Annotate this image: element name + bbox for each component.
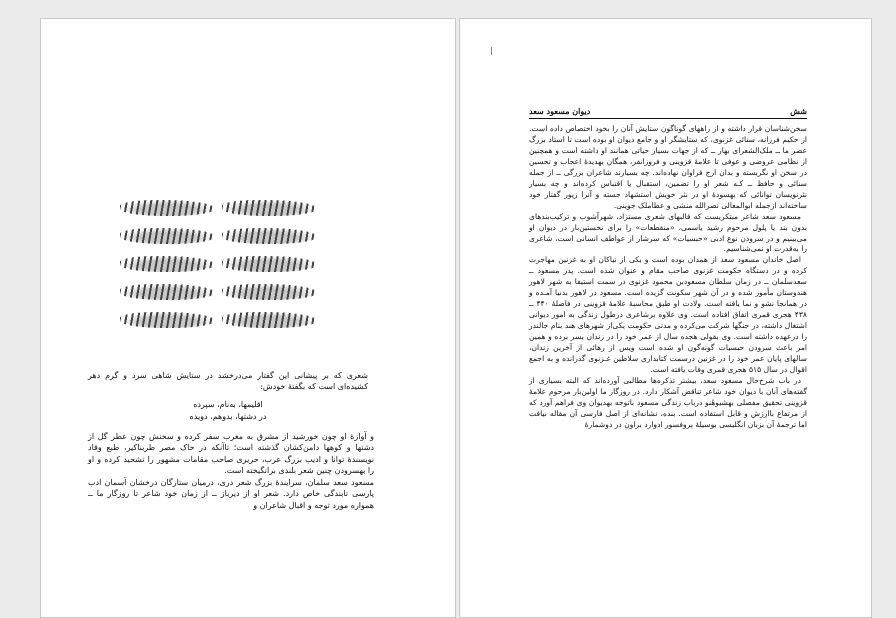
body-paragraph: و آوازهٔ او چون خورشید از مشرق به مغرب سفر کرده و سخنش چون عطر گل از دشتها و کوهها دامن‌کشان گذشته است؛ تاآنکه در خاک مصر طربناکیر، طبع وقاد نویسندهٔ توانا و ادیب بزرگ عرب، حریری صاحب مقامات مشهور را تشحید کرده و او را بهسرودن چنین شعر بلندی برانگیخته است. bbox=[88, 432, 374, 475]
left-body bbox=[88, 431, 374, 512]
body-paragraph: مسعود سعد شاعر مبتکریست که قالبهای شعری مستزاد، شهرآشوب و ترکیب‌بندهای بدون بند یا پلول مرحوم رشید یاسمی، «منقطعات» را برای نخستین‌بار در دیوان او می‌بینیم و در سرودن نوع ادبی «حبسیات» که سرشار از عواطف انسانی است، شاعری را به‌قدرت او نمی‌شناسیم. bbox=[529, 211, 807, 254]
calligraphy-line bbox=[222, 200, 317, 216]
calligraphy-image bbox=[120, 200, 320, 350]
body-paragraph: مسعود سعد سلمان، سرایندهٔ بزرگ شعر دری، درمیان ستارگان درخشان آسمان ادب پارسی تابندگی خاص دارد. شعر او از دیرباز ــ از زمان خود شاعر تا روزگار ما ــ همواره مورد توجه و اقبال شاعران و bbox=[88, 478, 374, 510]
body-paragraph: سخن‌شناسان قرار داشته و از راههای گوناگون ستایش آنان را بخود اختصاص داده است. از حکیم فرزانه، سنائی غزنوی، که ستایشگر او و جامع دیوان او بوده است تا استاد بزرگ عصر ما ــ ملک‌الشعرای بهار ــ که از جهات بسیار حیاتی همانند او داشته است و همچنین از نظامی عروضی و عوفی تا علامهٔ قزوینی و فروزانفر، همگان بهدیدهٔ اعجاب و تحسین در سخن او نگریسته و بدان ارج فراوان نهاده‌اند. چه بسیارند شاعران بزرگی ــ از جمله سنائی و حافظ ــ کـه شعر او را تضمین، استقبال یا اقتباس کرده‌اند و چه بسیار نثرنویسان توانائی که بهسودهٔ او در نثر خویش استشهاد جسته و آنرا زیور گفتار خود ساخته‌اند ازجمله ابوالمعالی نصرالله منشی و عطاملک جوینی. bbox=[529, 124, 807, 210]
verse-line: در دشتها، بدوهم، دویده bbox=[189, 411, 267, 421]
verse-line: اقلیمها، به‌نام، سپرده bbox=[193, 399, 263, 409]
calligraphy-line bbox=[120, 284, 215, 300]
page-header bbox=[529, 104, 807, 119]
calligraphy-column-right bbox=[222, 200, 317, 340]
calligraphy-line bbox=[120, 312, 215, 328]
verse bbox=[88, 399, 368, 423]
calligraphy-line bbox=[222, 312, 317, 328]
calligraphy-line bbox=[120, 228, 215, 244]
body-paragraph: در باب شرح‌حال مسعود سعد، بیشتر تذکره‌ها مطالبی آورده‌اند که البته بسیاری از گفته‌های آنان با دیوان خود شاعر تناقض آشکار دارد. در روزگار ما اولین‌بار مرحوم علامهٔ قزوینی تحقیق مفصلی بهشیوهٔنو درباب زندگی مسعود باتوجه بهدیوان وی فراهم آورد که از مرتفاع باارزش و قابل استفاده است. بنده، نشانه‌ای از اصل فارسی آن مقاله نیافت اما ترجمهٔ آن بزبان انگلیسی بوسیلهٔ پروفسور ادوارد براون در دوشمارهٔ bbox=[529, 375, 807, 429]
caption-text: شعری که بر پیشانی این گفتار می‌درخشد در ستایش شاهی سرد و گرم دهر کشیده‌ای است که بگفتهٔ خودش: bbox=[88, 371, 368, 392]
calligraphy-line bbox=[120, 256, 215, 272]
caption-block bbox=[88, 370, 368, 431]
calligraphy-line bbox=[222, 228, 317, 244]
page-marker bbox=[491, 47, 492, 55]
calligraphy-line bbox=[222, 256, 317, 272]
page-number: شش bbox=[790, 106, 807, 116]
running-title: دیوان مسعود سعد bbox=[529, 106, 591, 116]
calligraphy-line bbox=[120, 200, 215, 216]
calligraphy-line bbox=[222, 284, 317, 300]
calligraphy-column-left bbox=[120, 200, 215, 340]
body-paragraph: اصل خاندان مسعود سعد از همدان بوده است و یکی از نیاکان او به غزنین مهاجرت کرده و در دستگاه حکومت غزنوی صاحب مقام و عنوان شده است. پدر مسعود ــ سعدسلمان ــ در زمان سلطان مسعودبن محمود غزنوی در سمت استیفا به شهر لاهور هندوستان مأمور شده و در آن شهر سکونت گزیده است. مسعود در لاهور بدنیا آمـده و در همانجا نشو و نما یافته است. ولادت او طبق محاسبهٔ علامهٔ قزوینی در فاصلهٔ ۴۴۰ ــ ۴۳۸ هجری قمری اتفاق افتاده است. وی علاوه برشاعری درطول زندگی به امور دیوانی اشتغال داشته، در جنگها شرکت می‌کرده و مدتی حکومت یکی‌از شهرهای هند بنام جالندر را درعهده داشته است. وی بقولی هجده سال از عمر خود را در زندان بسر برده و همین امر باعث سرودن حبسیات گونه‌گون او شده است ویس از رهائی از آخرین زندان، سالهای پایان عمر خود را در غزنین درسمت کتابداری سلاطین غـزنوی گذرانده و به اجمع اقوال در سال ۵۱۵ هجری قمری وفات یافته است. bbox=[529, 255, 807, 374]
right-body bbox=[529, 124, 807, 431]
